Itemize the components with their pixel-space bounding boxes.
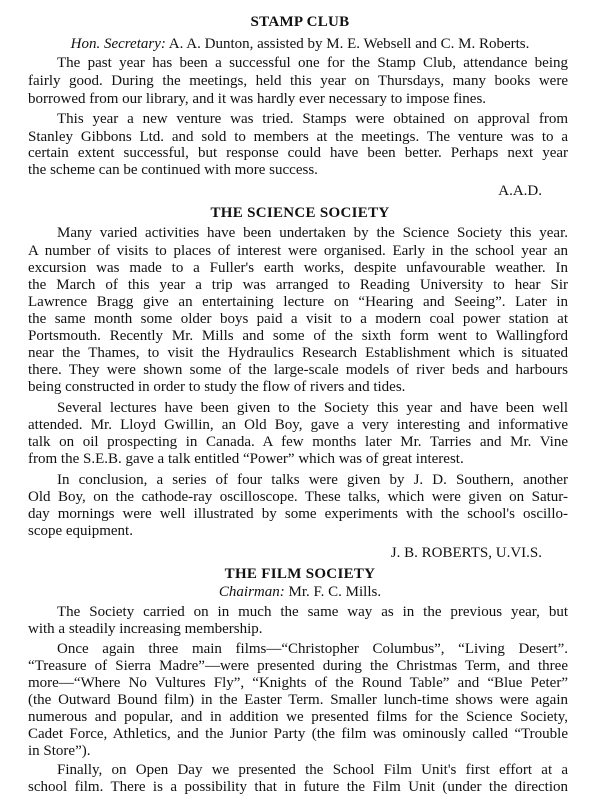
text-line: “Treasure of Sierra Madre”—were presented during the Christmas Term, and three (28, 658, 568, 674)
text-line: The Society carried on in much the same way as in the previous year, but (57, 604, 568, 620)
text-line: day mornings were well illustrated by some experiments with the school's oscillo- (28, 506, 568, 522)
signature: J. B. ROBERTS, U.VI.S. (390, 545, 542, 561)
section-subtitle (0, 36, 600, 53)
text-line: excursion was made to a Fuller's earth works, despite unfavourable weather. In (28, 260, 568, 276)
text-line: being constructed in order to study the flow of rivers and tides. (28, 379, 406, 395)
text-line: attended. Mr. Lloyd Gwillin, an Old Boy, gave a very interesting and informative (28, 417, 568, 433)
text-line: Several lectures have been given to the Society this year and have been well (57, 400, 568, 416)
text-line: Old Boy, on the cathode-ray oscilloscope. These talks, which were given on Satur- (28, 489, 568, 505)
section-title-science-society: THE SCIENCE SOCIETY (210, 205, 390, 221)
text-line: This year a new venture was tried. Stamps were obtained on approval from (57, 111, 568, 127)
text-line: borrowed from our library, and it was hardly ever necessary to impose fines. (28, 91, 487, 107)
signature: A.A.D. (498, 183, 542, 199)
text-line: more—“Where No Vultures Fly”, “Knights of the Round Table” and “Blue Peter” (28, 675, 568, 691)
text-line: The past year has been a successful one for the Stamp Club, attendance being (57, 55, 568, 71)
text-line: Lawrence Bragg give an entertaining lecture on “Hearing and Seeing”. Later in (28, 294, 568, 310)
text-line: Portsmouth. Recently Mr. Mills and some of the sixth form went to Wallingford (28, 328, 568, 344)
text-line: in Store”). (28, 743, 91, 759)
text-line: the March of this year a trip was arranged to Reading University to hear Sir (28, 277, 568, 293)
section-title-film-society: THE FILM SOCIETY (224, 566, 376, 582)
text-line: Stanley Gibbons Ltd. and sold to members at the meetings. The venture was to a (28, 129, 568, 145)
text-line: Many varied activities have been undertaken by the Science Society this year. (57, 225, 568, 241)
text-line: In conclusion, a series of four talks were given by J. D. Southern, another (57, 472, 568, 488)
text-line: Cadet Force, Athletics, and the Junior Party (the film was ominously called “Trouble (28, 726, 568, 742)
text-line: (the Outward Bound film) in the Easter Term. Smaller lunch-time shows were again (28, 692, 568, 708)
subtitle-label: Hon. Secretary: (70, 36, 166, 52)
section-subtitle (0, 584, 600, 601)
subtitle-value: Mr. F. C. Mills. (284, 584, 382, 600)
text-line: school film. There is a possibility that in future the Film Unit (under the direction (28, 779, 568, 795)
text-line: Finally, on Open Day we presented the School Film Unit's first effort at a (57, 762, 568, 778)
text-line: A number of visits to places of interest were organised. Early in the school year an (28, 243, 568, 259)
text-line: Once again three main films—“Christopher Columbus”, “Living Desert”. (57, 641, 568, 657)
text-line: numerous and popular, and in addition we presented films for the Science Society, (28, 709, 568, 725)
text-line: the same month some older boys paid a visit to a modern coal power station at (28, 311, 568, 327)
text-line: with a steadily increasing membership. (28, 621, 263, 637)
text-line: fairly good. During the meetings, held this year on Thursdays, many books were (28, 73, 568, 89)
subtitle-value: A. A. Dunton, assisted by M. E. Websell and C. M. Roberts. (165, 36, 530, 52)
text-line: from the S.E.B. gave a talk entitled “Power” which was of great interest. (28, 451, 464, 467)
text-line: near the Thames, to visit the Hydraulics Research Establishment which is situated (28, 345, 568, 361)
text-line: certain extent successful, but response could have been better. Perhaps next year (28, 145, 568, 161)
subtitle-label: Chairman: (218, 584, 285, 600)
text-line: talk on oil prospecting in Canada. A few months later Mr. Tarries and Mr. Vine (28, 434, 568, 450)
text-line: there. They were shown some of the large-scale models of river beds and harbours (28, 362, 568, 378)
text-line: the scheme can be continued with more success. (28, 162, 318, 178)
text-line: scope equipment. (28, 523, 133, 539)
section-title-stamp-club: STAMP CLUB (250, 14, 350, 30)
